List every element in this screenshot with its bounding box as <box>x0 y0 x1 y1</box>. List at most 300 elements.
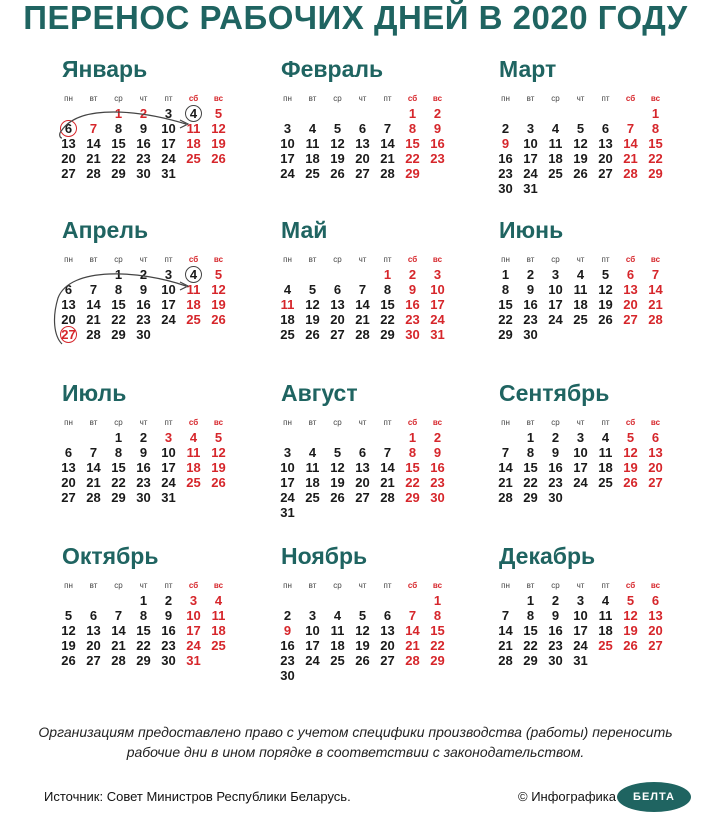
day-cell: 6 <box>64 282 73 297</box>
day-cell: 3 <box>526 121 535 136</box>
day-cell: 26 <box>61 653 76 668</box>
day-cell: 19 <box>623 460 638 475</box>
day-cell: 23 <box>548 475 563 490</box>
weekday-header: сб <box>625 581 636 590</box>
day-cell: 22 <box>380 312 395 327</box>
month-name: Август <box>281 380 358 406</box>
day-cell: 18 <box>305 151 320 166</box>
transfer-arrow-april <box>55 274 186 344</box>
day-cell: 13 <box>61 297 76 312</box>
day-cell: 28 <box>86 327 101 342</box>
day-cell: 1 <box>651 106 660 121</box>
day-cell: 19 <box>623 623 638 638</box>
day-cell: 9 <box>526 282 535 297</box>
day-cell: 19 <box>305 312 320 327</box>
day-cell: 11 <box>598 608 613 623</box>
day-cell: 3 <box>308 608 317 623</box>
day-cell: 12 <box>61 623 76 638</box>
day-cell: 26 <box>211 475 226 490</box>
weekday-header: вт <box>89 255 98 264</box>
day-cell: 2 <box>283 608 292 623</box>
day-cell: 10 <box>161 121 176 136</box>
day-cell: 25 <box>186 475 201 490</box>
day-cell: 20 <box>355 475 370 490</box>
weekday-header: пн <box>283 255 292 264</box>
day-cell: 29 <box>380 327 395 342</box>
day-cell: 3 <box>164 430 173 445</box>
day-cell: 24 <box>573 475 588 490</box>
weekday-header: вт <box>308 581 317 590</box>
weekday-header: сб <box>407 94 418 103</box>
day-cell: 5 <box>214 267 223 282</box>
day-cell: 19 <box>211 460 226 475</box>
month-name: Декабрь <box>499 543 596 569</box>
weekday-header: ср <box>551 94 560 103</box>
day-cell: 29 <box>111 327 126 342</box>
day-cell: 29 <box>523 653 538 668</box>
weekday-header: пн <box>64 418 73 427</box>
day-cell: 22 <box>111 312 126 327</box>
day-cell: 28 <box>86 490 101 505</box>
day-cell: 14 <box>86 136 101 151</box>
day-cell: 14 <box>355 297 370 312</box>
day-cell: 27 <box>623 312 638 327</box>
day-cell: 3 <box>576 430 585 445</box>
weekday-header: вс <box>213 581 224 590</box>
day-cell: 13 <box>355 460 370 475</box>
day-cell: 29 <box>111 490 126 505</box>
day-cell: 28 <box>648 312 663 327</box>
weekday-header: вт <box>526 94 535 103</box>
weekday-header: вс <box>650 418 661 427</box>
day-cell: 29 <box>648 166 663 181</box>
day-cell: 31 <box>186 653 201 668</box>
day-cell: 26 <box>211 151 226 166</box>
weekday-header: чт <box>139 418 148 427</box>
day-cell: 1 <box>433 593 442 608</box>
weekday-header: ср <box>333 255 342 264</box>
day-cell: 6 <box>651 593 660 608</box>
weekday-header: пн <box>501 255 510 264</box>
day-cell: 23 <box>405 312 420 327</box>
day-cell: 17 <box>573 460 588 475</box>
day-cell: 10 <box>523 136 538 151</box>
day-cell: 24 <box>548 312 563 327</box>
day-cell: 9 <box>433 445 442 460</box>
weekday-header: сб <box>407 581 418 590</box>
day-cell: 16 <box>498 151 513 166</box>
weekday-header: вт <box>89 418 98 427</box>
day-cell: 19 <box>330 475 345 490</box>
day-cell: 28 <box>111 653 126 668</box>
day-cell: 29 <box>498 327 513 342</box>
day-cell: 30 <box>430 490 445 505</box>
day-cell: 23 <box>280 653 295 668</box>
day-cell: 26 <box>211 312 226 327</box>
day-cell: 6 <box>64 445 73 460</box>
day-cell: 7 <box>383 121 392 136</box>
day-cell: 31 <box>430 327 445 342</box>
weekday-header: пн <box>283 94 292 103</box>
day-cell: 19 <box>211 136 226 151</box>
weekday-header: вс <box>432 255 443 264</box>
day-cell: 29 <box>405 166 420 181</box>
weekday-header: пт <box>383 94 392 103</box>
day-cell: 16 <box>430 136 445 151</box>
day-cell: 6 <box>89 608 98 623</box>
day-cell: 12 <box>623 608 638 623</box>
weekday-header: чт <box>576 418 585 427</box>
day-cell: 16 <box>548 623 563 638</box>
day-cell: 28 <box>380 166 395 181</box>
weekday-header: вс <box>650 94 661 103</box>
day-cell: 18 <box>598 623 613 638</box>
day-cell: 18 <box>186 136 201 151</box>
day-cell: 20 <box>648 460 663 475</box>
day-cell: 7 <box>408 608 417 623</box>
day-cell: 12 <box>573 136 588 151</box>
weekday-header: чт <box>358 255 367 264</box>
day-cell: 4 <box>601 593 610 608</box>
day-cell: 12 <box>330 136 345 151</box>
day-cell: 8 <box>114 282 123 297</box>
weekday-header: чт <box>358 581 367 590</box>
weekday-header: пт <box>164 581 173 590</box>
day-cell: 25 <box>186 151 201 166</box>
day-cell: 10 <box>573 608 588 623</box>
day-cell: 15 <box>430 623 445 638</box>
day-cell: 3 <box>433 267 442 282</box>
day-cell: 4 <box>308 445 317 460</box>
day-cell: 21 <box>86 151 101 166</box>
day-cell: 1 <box>501 267 510 282</box>
day-cell: 27 <box>86 653 101 668</box>
day-cell: 22 <box>405 475 420 490</box>
day-cell: 7 <box>651 267 660 282</box>
belta-logo: БЕЛТА <box>617 782 691 812</box>
day-cell: 23 <box>498 166 513 181</box>
day-cell: 10 <box>161 445 176 460</box>
weekday-header: пт <box>601 581 610 590</box>
weekday-header: чт <box>139 581 148 590</box>
day-cell: 17 <box>430 297 445 312</box>
day-cell: 28 <box>623 166 638 181</box>
day-cell: 5 <box>214 106 223 121</box>
day-cell: 13 <box>61 136 76 151</box>
day-cell: 14 <box>380 460 395 475</box>
day-cell: 25 <box>330 653 345 668</box>
weekday-header: пт <box>383 581 392 590</box>
day-cell: 10 <box>186 608 201 623</box>
day-cell: 21 <box>86 312 101 327</box>
day-cell: 2 <box>501 121 510 136</box>
day-cell: 19 <box>211 297 226 312</box>
day-cell: 16 <box>136 136 151 151</box>
day-cell: 20 <box>648 623 663 638</box>
day-cell: 23 <box>548 638 563 653</box>
day-cell: 11 <box>186 445 201 460</box>
weekday-header: чт <box>358 94 367 103</box>
day-cell: 26 <box>623 475 638 490</box>
day-cell: 7 <box>626 121 635 136</box>
day-cell: 12 <box>211 445 226 460</box>
day-cell: 4 <box>283 282 292 297</box>
day-cell: 20 <box>61 475 76 490</box>
day-cell: 16 <box>280 638 295 653</box>
day-cell: 27 <box>330 327 345 342</box>
day-cell: 9 <box>283 623 292 638</box>
weekday-header: вс <box>213 418 224 427</box>
day-cell: 26 <box>330 490 345 505</box>
day-cell: 25 <box>186 312 201 327</box>
day-cell: 3 <box>551 267 560 282</box>
day-cell: 7 <box>501 608 510 623</box>
weekday-header: сб <box>625 94 636 103</box>
weekday-header: пн <box>501 581 510 590</box>
weekday-header: пн <box>64 581 73 590</box>
day-cell: 18 <box>573 297 588 312</box>
day-cell: 1 <box>139 593 148 608</box>
day-cell: 7 <box>89 282 98 297</box>
day-cell: 15 <box>523 623 538 638</box>
weekday-header: чт <box>358 418 367 427</box>
day-cell: 17 <box>280 475 295 490</box>
day-cell: 14 <box>498 460 513 475</box>
day-cell: 17 <box>161 136 176 151</box>
credit-text: © Инфографика <box>518 789 617 804</box>
day-cell: 13 <box>598 136 613 151</box>
day-cell: 19 <box>330 151 345 166</box>
day-cell: 30 <box>280 668 295 683</box>
day-cell: 5 <box>64 608 73 623</box>
day-cell: 9 <box>408 282 417 297</box>
day-cell: 23 <box>136 312 151 327</box>
day-cell: 29 <box>430 653 445 668</box>
day-cell: 8 <box>651 121 660 136</box>
weekday-header: вт <box>308 418 317 427</box>
month-name: Март <box>499 56 557 82</box>
day-cell: 4 <box>551 121 560 136</box>
day-cell: 9 <box>139 445 148 460</box>
day-cell: 14 <box>405 623 420 638</box>
day-cell: 6 <box>333 282 342 297</box>
day-cell: 27 <box>56 327 81 342</box>
day-cell: 2 <box>433 106 442 121</box>
day-cell: 10 <box>280 136 295 151</box>
day-cell: 22 <box>430 638 445 653</box>
day-cell: 2 <box>433 430 442 445</box>
weekday-header: сб <box>407 255 418 264</box>
month-name: Апрель <box>62 217 149 243</box>
day-cell: 20 <box>598 151 613 166</box>
day-cell: 30 <box>136 490 151 505</box>
page-title: ПЕРЕНОС РАБОЧИХ ДНЕЙ В 2020 ГОДУ <box>23 0 688 36</box>
day-cell: 14 <box>623 136 638 151</box>
day-cell: 3 <box>283 445 292 460</box>
day-cell: 6 <box>626 267 635 282</box>
day-cell: 4 <box>214 593 223 608</box>
footnote: Организациям предоставлено право с учетом специфики производства (работы) переносить рабочие дни в ином порядке в соответствии с законодательством. <box>38 724 673 760</box>
day-cell: 15 <box>111 460 126 475</box>
day-cell: 10 <box>573 445 588 460</box>
weekday-header: сб <box>188 94 199 103</box>
day-cell: 12 <box>355 623 370 638</box>
day-cell: 21 <box>405 638 420 653</box>
day-cell: 12 <box>598 282 613 297</box>
day-cell: 12 <box>211 282 226 297</box>
day-cell: 14 <box>380 136 395 151</box>
day-cell: 26 <box>573 166 588 181</box>
weekday-header: ср <box>114 94 123 103</box>
day-cell: 25 <box>305 166 320 181</box>
day-cell: 17 <box>523 151 538 166</box>
day-cell: 1 <box>526 430 535 445</box>
weekday-header: пн <box>283 581 292 590</box>
day-cell: 13 <box>648 445 663 460</box>
weekday-header: пн <box>283 418 292 427</box>
day-cell: 6 <box>358 121 367 136</box>
day-cell: 27 <box>648 638 663 653</box>
day-cell: 29 <box>405 490 420 505</box>
day-cell: 15 <box>405 136 420 151</box>
weekday-header: сб <box>188 581 199 590</box>
day-cell: 22 <box>648 151 663 166</box>
weekday-header: ср <box>551 255 560 264</box>
day-cell: 1 <box>383 267 392 282</box>
day-cell: 8 <box>139 608 148 623</box>
day-cell: 14 <box>111 623 126 638</box>
day-cell: 21 <box>355 312 370 327</box>
day-cell: 11 <box>548 136 563 151</box>
day-cell: 20 <box>61 151 76 166</box>
weekday-header: чт <box>576 581 585 590</box>
day-cell: 24 <box>523 166 538 181</box>
day-cell: 26 <box>305 327 320 342</box>
month-name: Октябрь <box>62 543 159 569</box>
day-cell: 7 <box>89 121 98 136</box>
transfer-arrow-january <box>60 112 186 138</box>
day-cell: 6 <box>56 121 81 136</box>
day-cell: 27 <box>61 166 76 181</box>
day-cell: 30 <box>498 181 513 196</box>
day-cell: 8 <box>526 445 535 460</box>
day-cell: 16 <box>136 460 151 475</box>
day-cell: 31 <box>161 166 176 181</box>
day-cell: 25 <box>598 638 613 653</box>
day-cell: 21 <box>498 638 513 653</box>
day-cell: 13 <box>380 623 395 638</box>
day-cell: 29 <box>136 653 151 668</box>
day-cell: 18 <box>305 475 320 490</box>
day-cell: 15 <box>523 460 538 475</box>
day-cell: 18 <box>186 460 201 475</box>
day-cell: 7 <box>89 445 98 460</box>
weekday-header: пт <box>601 418 610 427</box>
day-cell: 28 <box>86 166 101 181</box>
day-cell: 15 <box>111 297 126 312</box>
day-cell: 24 <box>186 638 201 653</box>
day-cell: 23 <box>430 151 445 166</box>
weekday-header: пн <box>64 255 73 264</box>
day-cell: 28 <box>498 490 513 505</box>
day-cell: 2 <box>526 267 535 282</box>
day-cell: 11 <box>186 121 201 136</box>
day-cell: 17 <box>548 297 563 312</box>
day-cell: 21 <box>86 475 101 490</box>
weekday-header: вс <box>432 418 443 427</box>
day-cell: 23 <box>136 475 151 490</box>
day-cell: 9 <box>551 608 560 623</box>
day-cell: 1 <box>114 430 123 445</box>
day-cell: 28 <box>355 327 370 342</box>
day-cell: 25 <box>211 638 226 653</box>
day-cell: 17 <box>161 297 176 312</box>
day-cell: 26 <box>623 638 638 653</box>
day-cell: 8 <box>114 121 123 136</box>
day-cell: 2 <box>408 267 417 282</box>
day-cell: 21 <box>648 297 663 312</box>
day-cell: 26 <box>355 653 370 668</box>
day-cell: 16 <box>430 460 445 475</box>
day-cell: 11 <box>305 460 320 475</box>
day-cell: 10 <box>305 623 320 638</box>
day-cell: 4 <box>189 430 198 445</box>
day-cell: 17 <box>186 623 201 638</box>
day-cell: 22 <box>136 638 151 653</box>
day-cell: 2 <box>164 593 173 608</box>
day-cell: 20 <box>355 151 370 166</box>
day-cell: 9 <box>501 136 510 151</box>
day-cell: 5 <box>214 430 223 445</box>
weekday-header: пт <box>383 418 392 427</box>
day-cell: 12 <box>211 121 226 136</box>
weekday-header: ср <box>114 418 123 427</box>
day-cell: 1 <box>114 106 123 121</box>
month-name: Июль <box>62 380 127 406</box>
weekday-header: ср <box>333 581 342 590</box>
day-cell: 8 <box>433 608 442 623</box>
day-cell: 3 <box>164 267 173 282</box>
day-cell: 8 <box>114 445 123 460</box>
day-cell: 24 <box>573 638 588 653</box>
day-cell: 27 <box>648 475 663 490</box>
day-cell: 24 <box>161 312 176 327</box>
day-cell: 22 <box>523 638 538 653</box>
day-cell: 22 <box>523 475 538 490</box>
month-name: Июнь <box>499 217 564 243</box>
day-cell: 25 <box>573 312 588 327</box>
day-cell: 20 <box>623 297 638 312</box>
day-cell: 5 <box>576 121 585 136</box>
day-cell: 28 <box>498 653 513 668</box>
day-cell: 17 <box>305 638 320 653</box>
day-cell: 16 <box>548 460 563 475</box>
weekday-header: вт <box>89 94 98 103</box>
weekday-header: вт <box>89 581 98 590</box>
day-cell: 6 <box>601 121 610 136</box>
day-cell: 30 <box>161 653 176 668</box>
day-cell: 22 <box>111 151 126 166</box>
weekday-header: вт <box>308 94 317 103</box>
day-cell: 2 <box>139 430 148 445</box>
day-cell: 23 <box>161 638 176 653</box>
day-cell: 13 <box>86 623 101 638</box>
weekday-header: вт <box>526 255 535 264</box>
day-cell: 15 <box>405 460 420 475</box>
day-cell: 24 <box>161 475 176 490</box>
day-cell: 14 <box>86 460 101 475</box>
weekday-header: ср <box>551 418 560 427</box>
